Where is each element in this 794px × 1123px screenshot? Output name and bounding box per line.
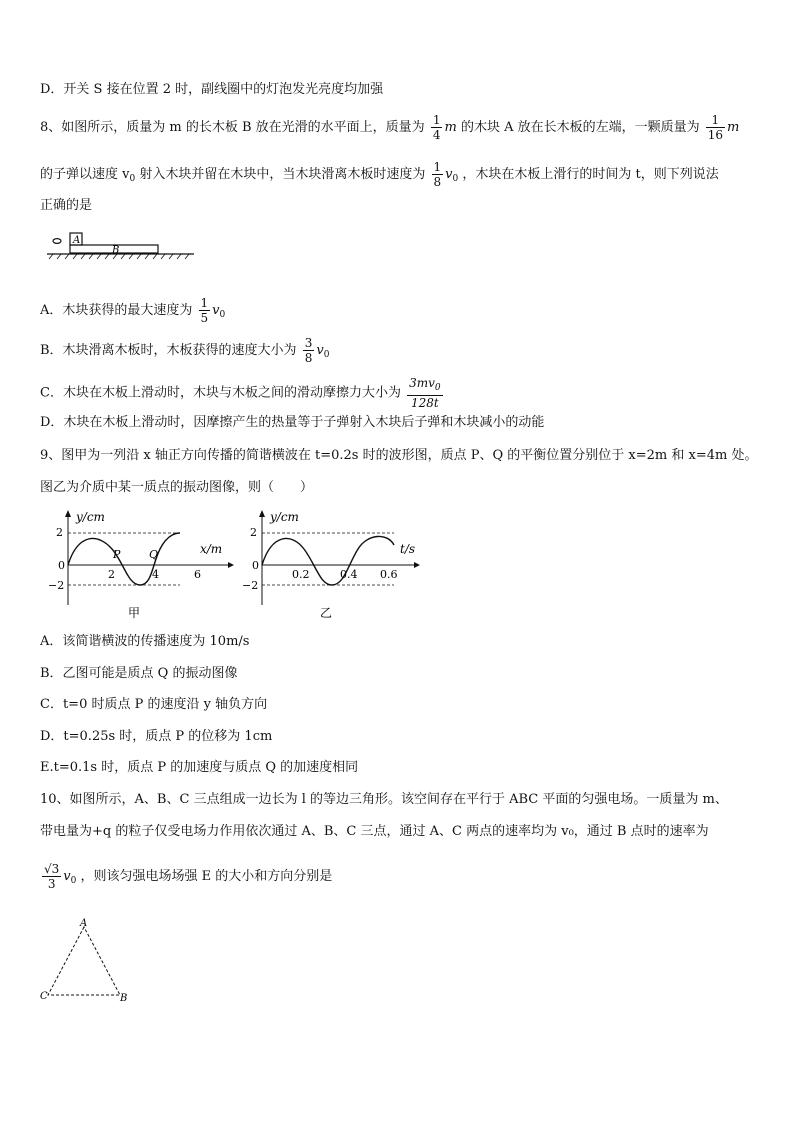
y-tick-2: 2 bbox=[250, 526, 257, 539]
fraction-sqrt3-over-3: $\frac{√3}{3}$ bbox=[44, 862, 60, 891]
fraction-friction-force: $\frac{3mv_0}{128t}$ bbox=[409, 376, 441, 410]
q9-option-a: A．该简谐横波的传播速度为 10m/s bbox=[40, 634, 250, 649]
q9-option-b: B．乙图可能是质点 Q 的振动图像 bbox=[40, 666, 238, 681]
y-tick-0: 0 bbox=[58, 559, 65, 572]
q9-figure-jia bbox=[40, 505, 240, 620]
velocity-symbol: v bbox=[212, 303, 220, 318]
q8-option-c bbox=[40, 376, 445, 410]
t-axis-label: t/s bbox=[400, 542, 416, 556]
y-tick-0: 0 bbox=[252, 559, 259, 572]
q8-text-a: 8、如图所示，质量为 m 的长木板 B 放在光滑的水平面上，质量为 bbox=[40, 120, 425, 135]
q10-stem-line1: 10、如图所示，A、B、C 三点组成一边长为 l 的等边三角形。该空间存在平行于 ABC 平面的匀强电场。一质量为 m、 bbox=[40, 792, 728, 807]
q10-stem-line2: 带电量为+q 的粒子仅受电场力作用依次通过 A、B、C 三点，通过 A、C 两点的速率均为 v₀，通过 B 点时的速率为 bbox=[40, 824, 709, 839]
y-axis-arrow-icon bbox=[259, 510, 265, 517]
t-tick-0.2: 0.2 bbox=[292, 568, 310, 581]
velocity-symbol: v bbox=[63, 869, 71, 884]
block-a-label: A bbox=[73, 235, 81, 246]
q8-option-d: D．木块在木板上滑动时，因摩擦产生的热量等于子弹射入木块后子弹和木块减小的动能 bbox=[40, 415, 545, 430]
y-tick-neg2: −2 bbox=[242, 579, 259, 592]
fraction-one-fifth: $\frac{1}{5}$ bbox=[200, 296, 209, 325]
q8-text-e: ，木块在木板上滑行的时间为 t，则下列说法 bbox=[462, 167, 719, 182]
point-q-label: Q bbox=[149, 548, 159, 561]
subscript-zero: 0 bbox=[129, 174, 136, 184]
mass-symbol: m bbox=[444, 120, 457, 135]
q8-option-a-text: A．木块获得的最大速度为 bbox=[40, 303, 193, 318]
fraction-three-eighths: $\frac{3}{8}$ bbox=[304, 336, 313, 365]
q9-figure-yi bbox=[228, 505, 428, 620]
q8-option-b-text: B．木块滑离木板时，木板获得的速度大小为 bbox=[40, 343, 297, 358]
vertex-b-label: B bbox=[120, 993, 128, 1004]
y-axis-label: y/cm bbox=[270, 510, 299, 524]
q9-option-c: C．t=0 时质点 P 的速度沿 y 轴负方向 bbox=[40, 697, 268, 712]
y-tick-neg2: −2 bbox=[48, 579, 65, 592]
x-tick-4: 4 bbox=[152, 568, 159, 581]
fraction-one-sixteenth: $\frac{1}{16}$ bbox=[707, 113, 724, 142]
t-tick-0.4: 0.4 bbox=[340, 568, 358, 581]
fraction-one-eighth: $\frac{1}{8}$ bbox=[433, 160, 442, 189]
q8-text-d: 射入木块并留在木块中，当木块滑离木板时速度为 bbox=[139, 167, 426, 182]
q8-figure bbox=[42, 230, 202, 266]
mass-symbol: m bbox=[727, 120, 740, 135]
figure-caption-yi: 乙 bbox=[320, 606, 333, 620]
t-axis-arrow-icon bbox=[414, 562, 420, 568]
vertex-c-label: C bbox=[40, 991, 48, 1002]
q8-stem-line1 bbox=[40, 113, 739, 142]
q8-option-a bbox=[40, 296, 225, 325]
q8-text-c: 的子弹以速度 v bbox=[40, 167, 130, 182]
q9-option-e: E.t=0.1s 时，质点 P 的加速度与质点 Q 的加速度相同 bbox=[40, 760, 359, 775]
q9-stem-line2: 图乙为介质中某一质点的振动图像，则（ ） bbox=[40, 480, 314, 495]
subscript-zero: 0 bbox=[323, 350, 330, 360]
bullet-icon bbox=[53, 239, 61, 244]
waveform-curve bbox=[68, 533, 180, 585]
figure-caption-jia: 甲 bbox=[128, 606, 141, 620]
equilateral-triangle bbox=[48, 927, 120, 995]
x-axis-label: x/m bbox=[200, 542, 223, 556]
q9-stem-line1: 9、图甲为一列沿 x 轴正方向传播的简谐横波在 t=0.2s 时的波形图，质点 P、Q 的平衡位置分别位于 x=2m 和 x=4m 处。 bbox=[40, 448, 758, 463]
vibration-curve bbox=[262, 536, 394, 585]
q10-text-c: ，则该匀强电场场强 E 的大小和方向分别是 bbox=[80, 869, 333, 884]
x-tick-6: 6 bbox=[194, 568, 201, 581]
subscript-zero: 0 bbox=[70, 876, 77, 886]
q9-option-d: D．t=0.25s 时，质点 P 的位移为 1cm bbox=[40, 729, 273, 744]
velocity-symbol: v bbox=[445, 167, 453, 182]
subscript-zero: 0 bbox=[219, 310, 226, 320]
q8-option-c-text: C．木块在木板上滑动时，木块与木板之间的滑动摩擦力大小为 bbox=[40, 385, 401, 401]
vertex-a-label: A bbox=[80, 918, 88, 929]
t-tick-0.6: 0.6 bbox=[380, 568, 398, 581]
q8-text-b: 的木块 A 放在长木板的左端，一颗质量为 bbox=[460, 120, 700, 135]
q8-stem-line3: 正确的是 bbox=[40, 198, 93, 213]
q8-option-b bbox=[40, 336, 329, 365]
q10-stem-line3 bbox=[40, 862, 332, 891]
x-tick-2: 2 bbox=[108, 568, 115, 581]
board-b-label: B bbox=[112, 245, 120, 256]
point-p-label: P bbox=[113, 548, 121, 561]
q10-triangle-figure bbox=[36, 915, 146, 1010]
y-tick-2: 2 bbox=[56, 526, 63, 539]
y-axis-arrow-icon bbox=[65, 510, 71, 517]
y-axis-label: y/cm bbox=[76, 510, 105, 524]
q8-stem-line2 bbox=[40, 160, 719, 189]
fraction-one-quarter: $\frac{1}{4}$ bbox=[432, 113, 441, 142]
q7-option-d: D．开关 S 接在位置 2 时，副线圈中的灯泡发光亮度均加强 bbox=[40, 82, 384, 97]
subscript-zero: 0 bbox=[452, 174, 459, 184]
velocity-symbol: v bbox=[316, 343, 324, 358]
